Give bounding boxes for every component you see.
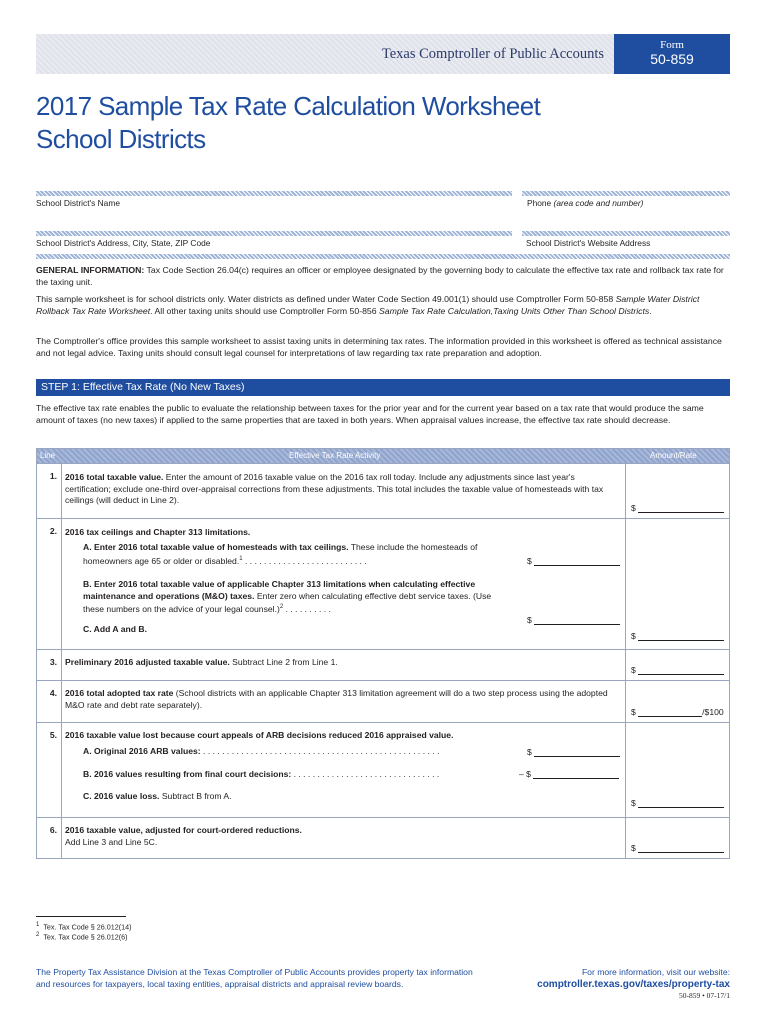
- page-title: [36, 90, 540, 156]
- footnote-2-text: Tex. Tax Code § 26.012(6): [43, 932, 128, 942]
- line-2b-description: [83, 579, 513, 615]
- dollar-sign: $: [527, 556, 532, 566]
- line-5-title-text: 2016 taxable value lost because court appeals of ARB decisions reduced 2016 appraised value.: [65, 730, 454, 740]
- line-number: 4.: [37, 681, 62, 722]
- line-number: 3.: [37, 650, 62, 680]
- footnote-rule: [36, 916, 126, 917]
- line-2a-text: These include the homesteads of homeowners age 65 or older or disabled.: [83, 542, 478, 566]
- amount-column: [625, 519, 731, 649]
- form-label: Form: [660, 39, 684, 51]
- leader-dots: . . . . . . . . . . . . . . . . . . . . . . . . . . . . . . . . . . . . . . . . . . . . . . . . . .: [200, 746, 440, 756]
- line-5a-amount-field[interactable]: [527, 747, 620, 757]
- footer-website-link[interactable]: comptroller.texas.gov/taxes/property-tax: [537, 978, 730, 990]
- line-number: 6.: [37, 818, 62, 858]
- amount-underline: [534, 748, 620, 757]
- line-2b-amount-field[interactable]: [527, 615, 620, 625]
- address-label: School District's Address, City, State, ZIP Code: [36, 238, 211, 248]
- disclaimer-paragraph: The Comptroller's office provides this sample worksheet to assist taxing units in determining tax rates. The information provided in this worksheet is offered as technical assistance and not legal advice. Taxing units should consult legal counsel for interpretations of law regarding tax rate preparation and adoption.: [36, 336, 722, 358]
- line-5c-text: Subtract B from A.: [159, 791, 232, 801]
- table-row-6: [37, 817, 729, 858]
- minus-dollar-sign: – $: [519, 769, 531, 779]
- line-5c-title: C. 2016 value loss.: [83, 791, 160, 801]
- phone-label-text: Phone: [527, 198, 552, 208]
- col-amount-header: Amount/Rate: [650, 451, 697, 460]
- form-number-box: [614, 34, 730, 74]
- dollar-sign: $: [527, 615, 532, 625]
- table-row-3: [37, 649, 729, 680]
- line-2a-description: [83, 542, 513, 567]
- dollar-sign: $: [631, 503, 636, 513]
- form-revision-code: 50-859 • 07-17/1: [679, 991, 730, 1000]
- district-name-field[interactable]: [36, 191, 512, 196]
- dollar-sign: $: [527, 747, 532, 757]
- line-5a-description: [83, 746, 513, 758]
- phone-label: [527, 198, 643, 208]
- line-6-description: [65, 825, 621, 848]
- footnote-1-number: 1: [36, 922, 40, 928]
- amount-underline: [534, 557, 620, 566]
- line-5c-amount-field[interactable]: [631, 798, 724, 808]
- per-100-unit: /$100: [702, 707, 724, 717]
- line-3-description: [65, 657, 621, 669]
- col-activity-header: Effective Tax Rate Activity: [289, 451, 381, 460]
- leader-dots: . . . . . . . . . .: [283, 603, 331, 614]
- dollar-sign: $: [631, 665, 636, 675]
- line-4-description: [65, 688, 621, 711]
- website-label: School District's Website Address: [526, 238, 651, 248]
- footnote-1-text: Tex. Tax Code § 26.012(14): [43, 922, 132, 932]
- line-4-rate-field[interactable]: [631, 707, 724, 717]
- line-number: 1.: [37, 464, 62, 518]
- general-info-text: Tax Code Section 26.04(c) requires an officer or employee designated by the governing body to calculate the effective tax rate and rollback tax rate for the taxing unit.: [36, 265, 724, 287]
- scope-text-c: . All other taxing units should use Comptroller Form 50-856: [150, 306, 380, 316]
- line-2a-amount-field[interactable]: [527, 556, 620, 566]
- footnote-2-number: 2: [36, 932, 40, 938]
- line-4-text: (School districts with an applicable Chapter 313 limitation agreement will do a two step process using the adopted M&O rate and debt rate separately).: [65, 688, 608, 710]
- leader-dots: . . . . . . . . . . . . . . . . . . . . . . . . . . . . . . .: [291, 769, 440, 779]
- line-2c-description: [83, 624, 513, 636]
- amount-underline: [638, 844, 724, 853]
- step1-heading: STEP 1: Effective Tax Rate (No New Taxes): [36, 379, 730, 396]
- line-1-description: [65, 472, 621, 507]
- amount-underline: [638, 666, 724, 675]
- line-5a-title: A. Original 2016 ARB values:: [83, 746, 201, 756]
- agency-name: Texas Comptroller of Public Accounts: [381, 46, 604, 62]
- divider-rule: [36, 254, 730, 259]
- footer-website-block: [537, 967, 730, 1002]
- footnote-ref-2: 2: [279, 604, 284, 610]
- line-1-amount-field[interactable]: [631, 503, 724, 513]
- scope-text-a: This sample worksheet is for school districts only. Water districts as defined under Water Code Section 49.001(1) should use Comptroller Form 50-858: [36, 294, 616, 304]
- line-number: 2.: [37, 519, 62, 649]
- footnote-ref-1: 1: [239, 555, 243, 562]
- line-5b-title: B. 2016 values resulting from final court decisions:: [83, 769, 292, 779]
- district-name-label: School District's Name: [36, 198, 120, 208]
- form-number: 50-859: [650, 51, 694, 67]
- line-1-title: 2016 total taxable value.: [65, 472, 164, 482]
- line-4-title: 2016 total adopted tax rate: [65, 688, 174, 698]
- line-2a-title: A. Enter 2016 total taxable value of homesteads with tax ceilings.: [83, 542, 349, 552]
- scope-text-e: .: [649, 306, 652, 316]
- step1-intro: The effective tax rate enables the public to evaluate the relationship between taxes for the prior year and for the current year based on a tax rate that would produce the same amount of taxes (no new taxes) if applied to the same properties that are taxed in both years. When appraisal values increase, the effective tax rate should decrease.: [36, 403, 704, 425]
- leader-dots: . . . . . . . . . . . . . . . . . . . . . . . . . .: [242, 555, 367, 566]
- dollar-sign: $: [631, 843, 636, 853]
- dollar-sign: $: [631, 798, 636, 808]
- amount-underline: [638, 632, 724, 641]
- line-number: 5.: [37, 723, 62, 817]
- line-3-amount-field[interactable]: [631, 665, 724, 675]
- title-line-1: 2017 Sample Tax Rate Calculation Worksheet: [36, 91, 541, 121]
- amount-underline: [638, 504, 724, 513]
- table-row-2: [37, 518, 729, 649]
- address-field[interactable]: [36, 231, 512, 236]
- line-3-text: Subtract Line 2 from Line 1.: [229, 657, 338, 667]
- footer-website-label: For more information, visit our website:: [581, 967, 730, 977]
- general-info-paragraph: [36, 264, 730, 288]
- effective-tax-rate-table: [36, 448, 730, 859]
- worksheet-scope-paragraph: [36, 293, 730, 317]
- line-6-amount-field[interactable]: [631, 843, 724, 853]
- footer-description: The Property Tax Assistance Division at the Texas Comptroller of Public Accounts provides property tax information and resources for taxpayers, local taxing entities, appraisal districts and appraisal review boards.: [36, 967, 473, 989]
- scope-form-856: Sample Tax Rate Calculation,Taxing Units Other Than School Districts: [379, 306, 650, 316]
- website-field[interactable]: [522, 231, 730, 236]
- line-2-title-text: 2016 tax ceilings and Chapter 313 limitations.: [65, 527, 251, 537]
- general-info-lead: GENERAL INFORMATION:: [36, 265, 145, 275]
- table-row-5: [37, 722, 729, 817]
- line-3-title: Preliminary 2016 adjusted taxable value.: [65, 657, 230, 667]
- line-6-title: 2016 taxable value, adjusted for court-ordered reductions.: [65, 825, 302, 835]
- line-5c-description: [83, 791, 513, 803]
- line-2b-title: B. Enter 2016 total taxable value of applicable Chapter 313 limitations when calculating effective maintenance and operations (M&O) taxes.: [83, 579, 476, 601]
- phone-label-note: (area code and number): [553, 198, 644, 208]
- line-1-text: Enter the amount of 2016 taxable value on the 2016 tax roll today. Include any adjustments since last year's certification; exclude one-third over-appraisal corrections from these adjustments. This total includes the taxable value of homesteads with tax ceilings (will deduct in Line 2).: [65, 472, 604, 505]
- title-line-2: School Districts: [36, 124, 206, 154]
- line-2c-amount-field[interactable]: [631, 631, 724, 641]
- table-row-1: [37, 463, 729, 518]
- footnote-2: [36, 930, 128, 942]
- phone-field[interactable]: [522, 191, 730, 196]
- scope-form-858: Sample Water District Rollback Tax Rate Worksheet: [36, 294, 700, 316]
- amount-underline: [638, 708, 702, 717]
- amount-underline: [534, 616, 620, 625]
- col-line-header: Line: [40, 451, 56, 460]
- line-2b-text: Enter zero when calculating effective debt service taxes. (Use these numbers on the advice of your legal counsel.): [83, 590, 492, 614]
- line-2c-title: C. Add A and B.: [83, 624, 147, 634]
- line-5b-amount-field[interactable]: [519, 769, 619, 779]
- dollar-sign: $: [631, 707, 636, 717]
- amount-underline: [638, 799, 724, 808]
- line-2-title: [65, 527, 621, 539]
- line-5b-description: [83, 769, 513, 781]
- table-row-4: [37, 680, 729, 722]
- table-header: [37, 449, 729, 463]
- dollar-sign: $: [631, 631, 636, 641]
- amount-underline: [533, 770, 619, 779]
- line-6-text: Add Line 3 and Line 5C.: [65, 836, 158, 847]
- line-5-title: [65, 730, 621, 742]
